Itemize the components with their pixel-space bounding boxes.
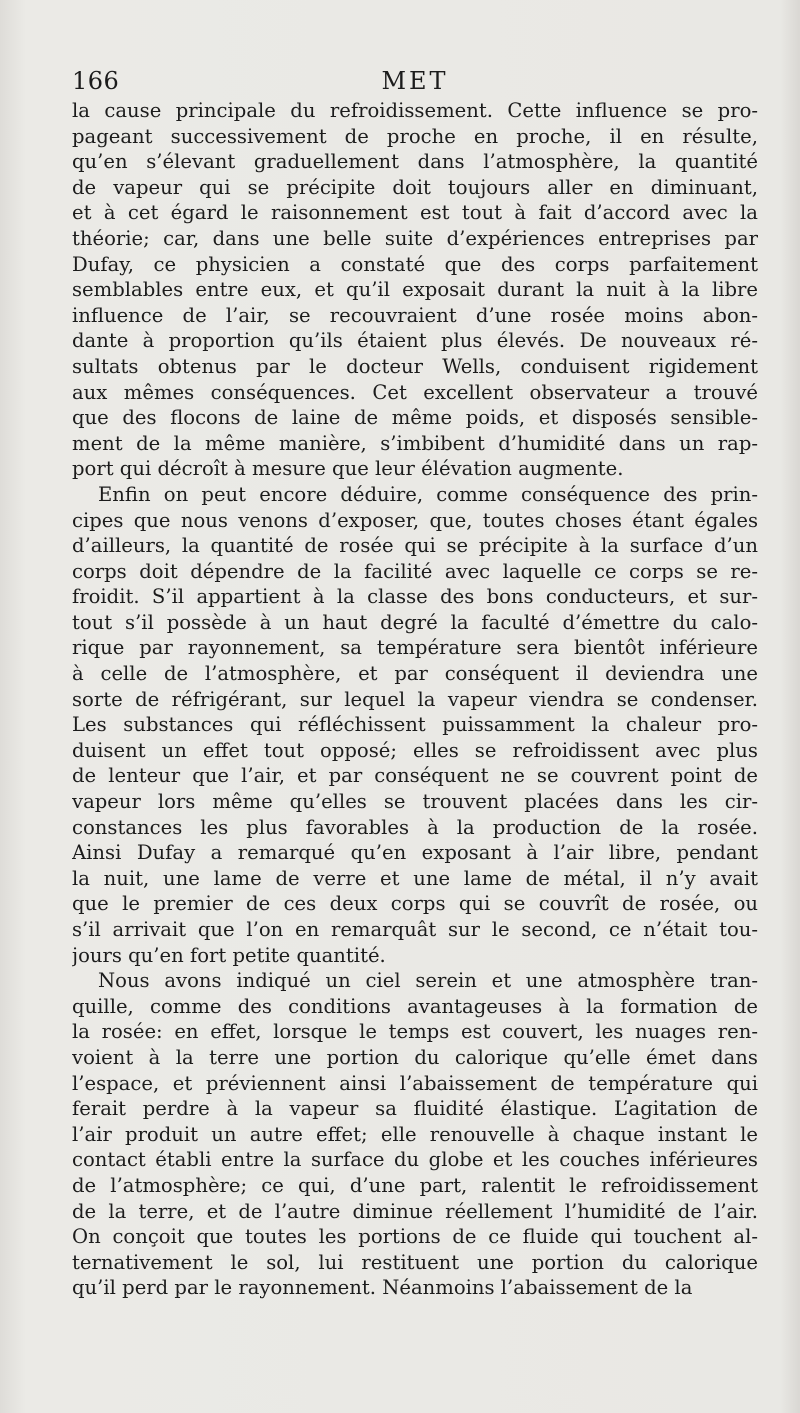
- text-line: Enfin on peut encore déduire, comme conséquence des prin-: [98, 482, 758, 506]
- text-line: ferait perdre à la vapeur sa fluidité élastique. L’agitation de: [72, 1097, 758, 1121]
- headword: MET: [381, 67, 449, 95]
- text-line: ternativement le sol, lui restituent une portion du calorique: [72, 1250, 758, 1274]
- text-line: pageant successivement de proche en proche, il en résulte,: [72, 124, 758, 148]
- text-line: semblables entre eux, et qu’il exposait durant la nuit à la libre: [72, 278, 758, 302]
- paragraph: [72, 968, 758, 1301]
- text-line: rique par rayonnement, sa température sera bientôt inférieure: [72, 636, 758, 660]
- text-line: de l’atmosphère; ce qui, d’une part, ralentit le refroidissement: [72, 1173, 758, 1197]
- text-line: vapeur lors même qu’elles se trouvent placées dans les cir-: [72, 790, 758, 814]
- text-line: voient à la terre une portion du calorique qu’elle émet dans: [72, 1045, 758, 1069]
- text-line: jours qu’en fort petite quantité.: [72, 943, 386, 967]
- text-line: la nuit, une lame de verre et une lame de métal, il n’y avait: [72, 866, 758, 890]
- text-line: de lenteur que l’air, et par conséquent ne se couvrent point de: [72, 764, 758, 788]
- text-line: qu’en s’élevant graduellement dans l’atmosphère, la quantité: [72, 150, 758, 174]
- text-line: ment de la même manière, s’imbibent d’humidité dans un rap-: [72, 431, 758, 455]
- text-line: l’air produit un autre effet; elle renouvelle à chaque instant le: [72, 1122, 758, 1146]
- text-line: à celle de l’atmosphère, et par conséquent il deviendra une: [72, 662, 758, 686]
- paragraph: [72, 98, 758, 482]
- running-head: [72, 66, 758, 98]
- text-line: port qui décroît à mesure que leur élévation augmente.: [72, 457, 624, 481]
- text-line: l’espace, et préviennent ainsi l’abaissement de température qui: [72, 1071, 758, 1095]
- body-text: [72, 98, 758, 1301]
- text-line: la cause principale du refroidissement. Cette influence se pro-: [72, 99, 758, 122]
- text-line: aux mêmes conséquences. Cet excellent observateur a trouvé: [72, 380, 758, 404]
- text-line: que des flocons de laine de même poids, et disposés sensible-: [72, 406, 758, 430]
- text-line: qu’il perd par le rayonnement. Néanmoins l’abaissement de la: [72, 1276, 693, 1300]
- text-line: Les substances qui réfléchissent puissamment la chaleur pro-: [72, 713, 758, 737]
- text-line: On conçoit que toutes les portions de ce fluide qui touchent al-: [72, 1225, 758, 1249]
- paragraph: [72, 482, 758, 968]
- text-line: de la terre, et de l’autre diminue réellement l’humidité de l’air.: [72, 1199, 758, 1223]
- text-line: contact établi entre la surface du globe et les couches inférieures: [72, 1148, 758, 1172]
- text-line: constances les plus favorables à la production de la rosée.: [72, 815, 758, 839]
- text-line: sorte de réfrigérant, sur lequel la vapeur viendra se condenser.: [72, 687, 758, 711]
- text-line: d’ailleurs, la quantité de rosée qui se précipite à la surface d’un: [72, 534, 758, 558]
- text-line: Ainsi Dufay a remarqué qu’en exposant à l’air libre, pendant: [72, 841, 758, 865]
- text-line: et à cet égard le raisonnement est tout à fait d’accord avec la: [72, 201, 758, 225]
- text-line: Nous avons indiqué un ciel serein et une atmosphère tran-: [98, 969, 758, 993]
- text-line: influence de l’air, se recouvraient d’une rosée moins abon-: [72, 303, 758, 327]
- text-line: sultats obtenus par le docteur Wells, conduisent rigidement: [72, 354, 758, 378]
- text-line: que le premier de ces deux corps qui se couvrît de rosée, ou: [72, 892, 758, 916]
- text-line: quille, comme des conditions avantageuses à la formation de: [72, 994, 758, 1018]
- text-line: la rosée: en effet, lorsque le temps est couvert, les nuages ren-: [72, 1020, 758, 1044]
- text-line: s’il arrivait que l’on en remarquât sur le second, ce n’était tou-: [72, 918, 758, 941]
- text-line: cipes que nous venons d’exposer, que, toutes choses étant égales: [72, 508, 758, 532]
- text-line: froidit. S’il appartient à la classe des bons conducteurs, et sur-: [72, 585, 758, 609]
- text-line: corps doit dépendre de la facilité avec laquelle ce corps se re-: [72, 559, 758, 583]
- text-line: de vapeur qui se précipite doit toujours aller en diminuant,: [72, 175, 758, 199]
- text-line: tout s’il possède à un haut degré la faculté d’émettre du calo-: [72, 610, 758, 634]
- page-number: 166: [72, 67, 120, 95]
- text-line: dante à proportion qu’ils étaient plus élevés. De nouveaux ré-: [72, 329, 758, 353]
- text-line: Dufay, ce physicien a constaté que des corps parfaitement: [72, 252, 758, 276]
- text-line: théorie; car, dans une belle suite d’expériences entreprises par: [72, 226, 758, 250]
- text-line: duisent un effet tout opposé; elles se refroidissent avec plus: [72, 738, 758, 762]
